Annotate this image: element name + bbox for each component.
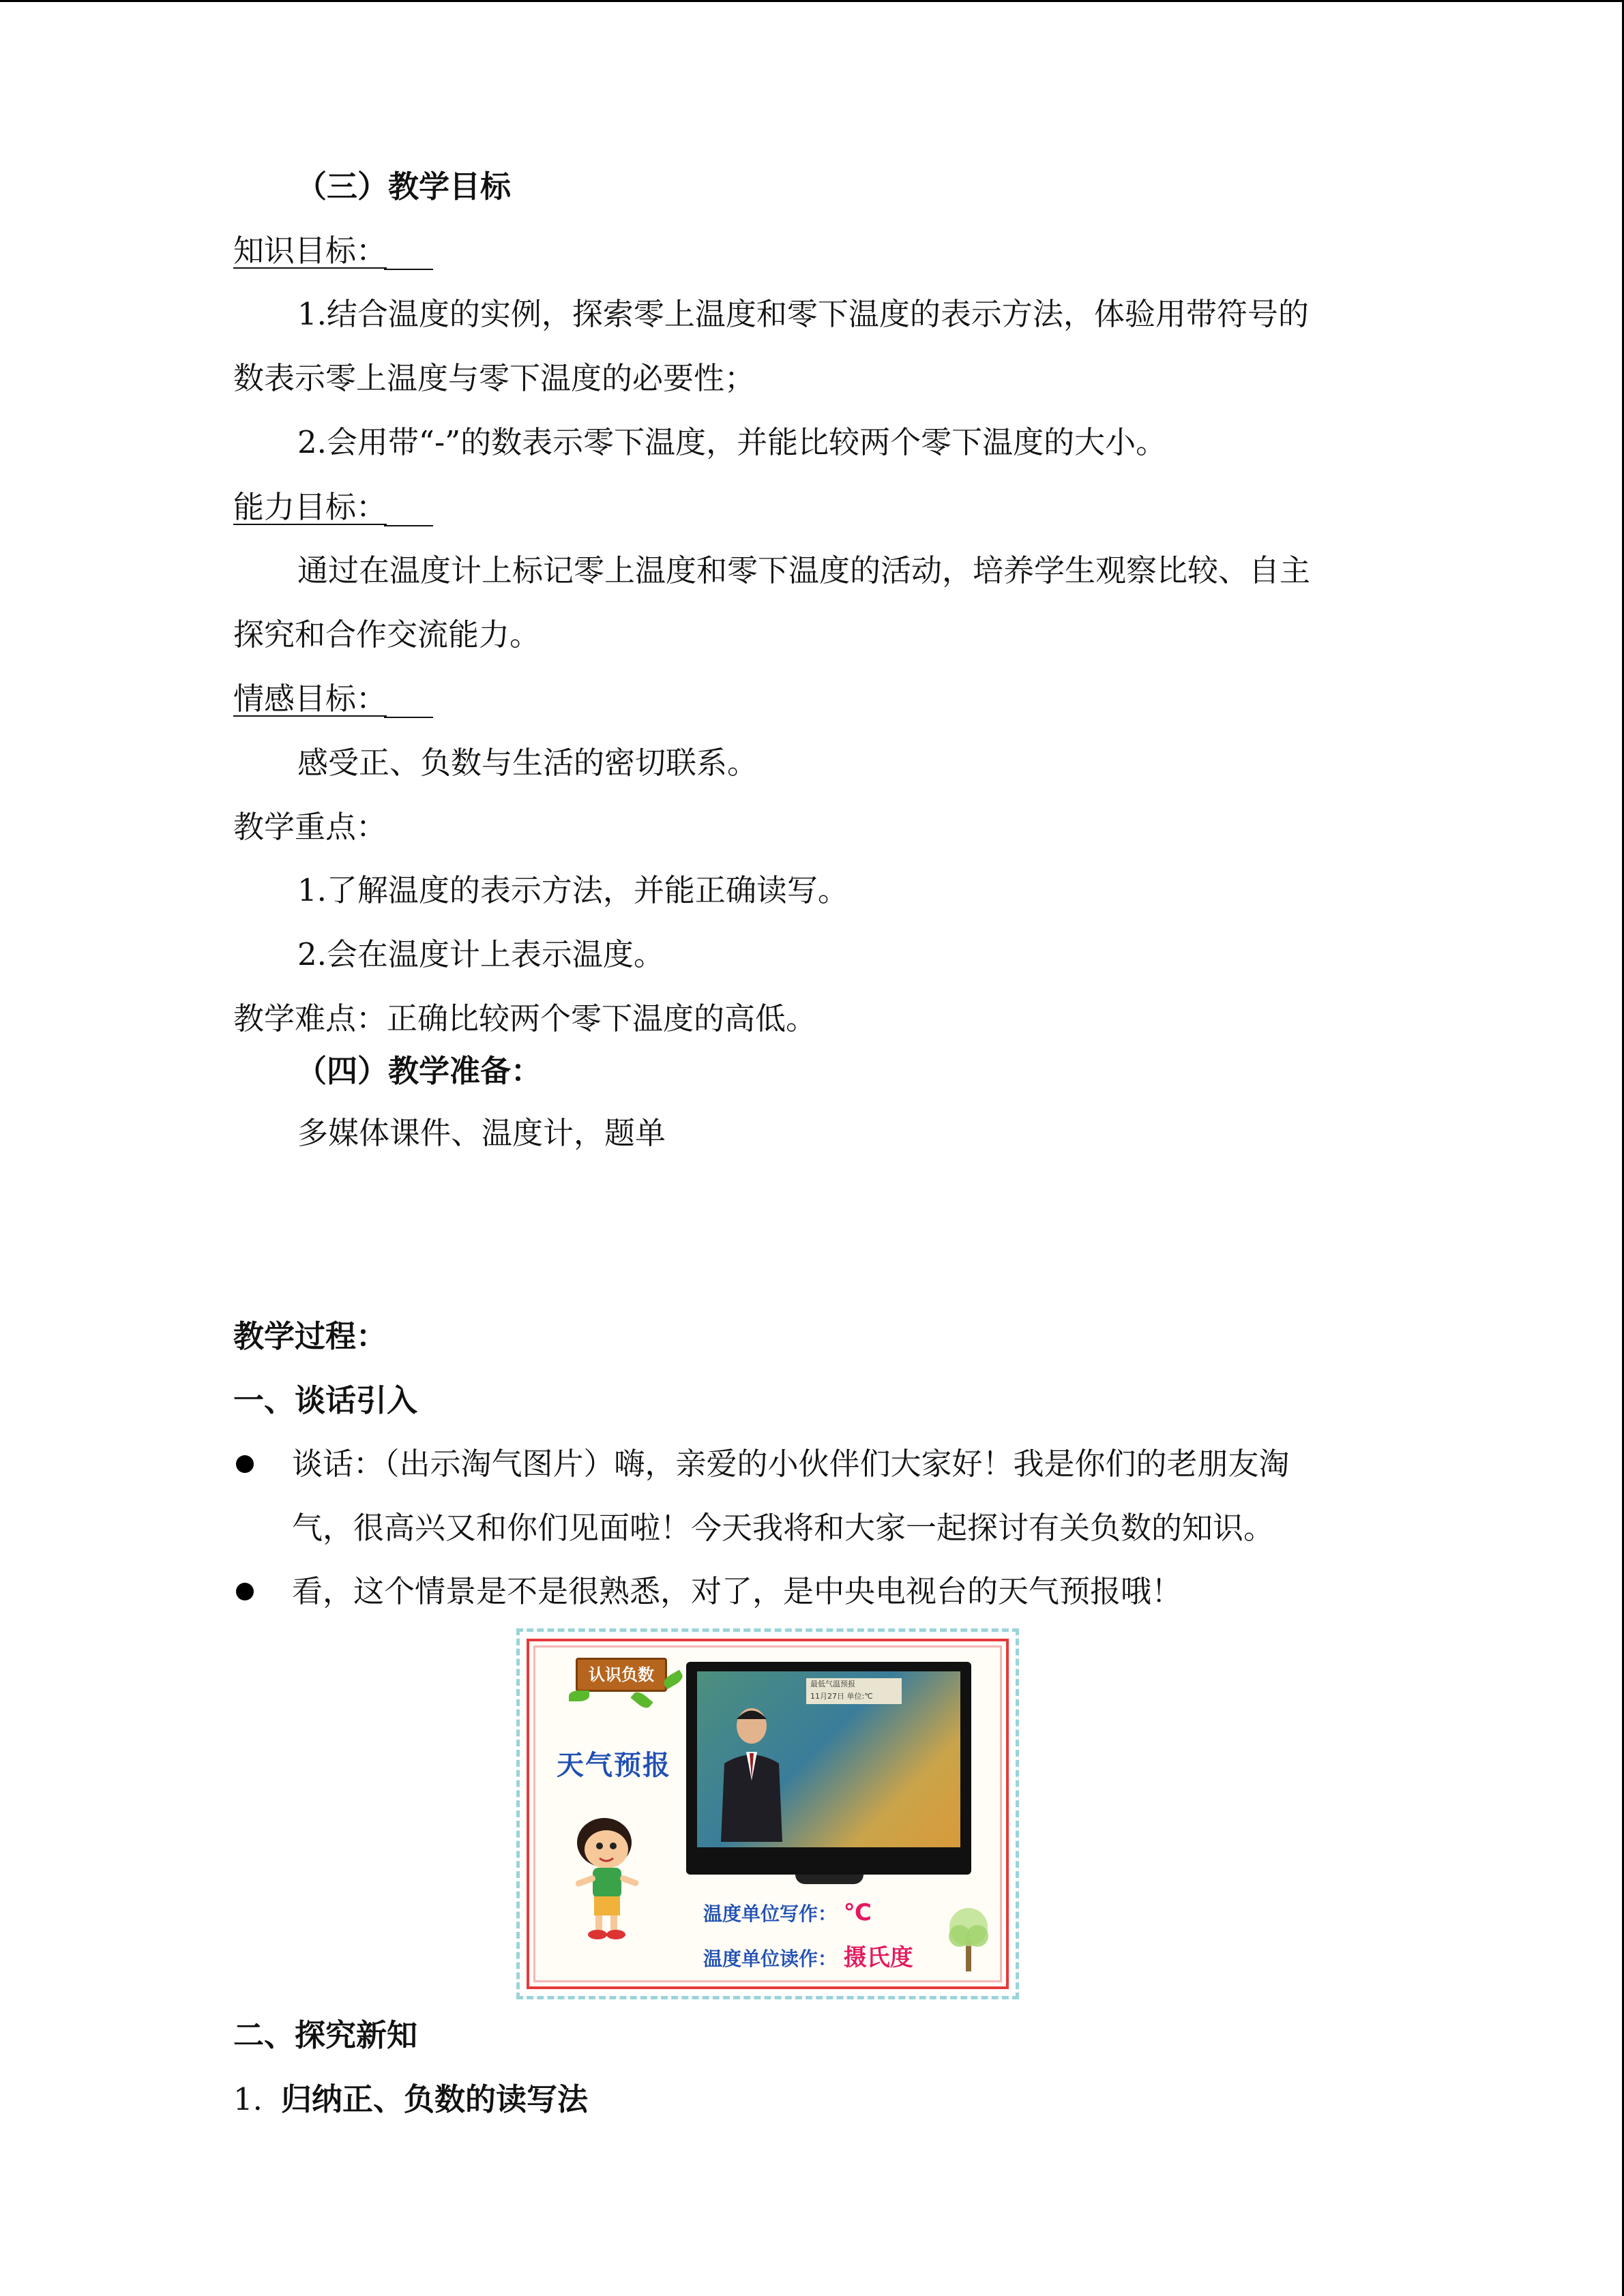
bullet-dot: [236, 1583, 254, 1600]
bullet-dot: [236, 1455, 254, 1473]
tree-decoration: [945, 1903, 992, 1971]
section3-heading: （三）教学目标: [296, 168, 512, 205]
leaf-decoration: [569, 1690, 589, 1701]
unit-read-line: 温度单位读作： 摄氏度: [703, 1944, 913, 1971]
lesson-tag: 认识负数: [576, 1658, 667, 1692]
process-heading: 教学过程：: [233, 1318, 387, 1354]
bullet1-line2: 气，很高兴又和你们见面啦！今天我将和大家一起探讨有关负数的知识。: [292, 1510, 1275, 1546]
bullet1-line1: 谈话：（出示淘气图片）嗨，亲爱的小伙伴们大家好！我是你们的老朋友淘: [292, 1446, 1290, 1482]
ability-goal-line2: 探究和合作交流能力。: [233, 616, 541, 653]
step1-title: 归纳正、负数的读写法: [281, 2081, 589, 2117]
unit-write-line: 温度单位写作： ℃: [703, 1899, 872, 1926]
emotion-goal-label: 情感目标：: [233, 680, 433, 718]
knowledge-goal-2: 2.会用带“-”的数表示零下温度，并能比较两个零下温度的大小。: [297, 424, 1167, 460]
ability-goal-line1: 通过在温度计上标记零上温度和零下温度的活动，培养学生观察比较、自主: [297, 552, 1311, 588]
ability-goal-label: 能力目标：: [233, 488, 433, 526]
weather-forecast-image: [516, 1628, 1019, 1999]
key-point-1: 1.了解温度的表示方法，并能正确读写。: [297, 872, 848, 908]
knowledge-goal-1-line2: 数表示零上温度与零下温度的必要性；: [233, 360, 756, 396]
knowledge-goal-1-line1: 1.结合温度的实例，探索零上温度和零下温度的表示方法，体验用带符号的: [297, 296, 1309, 332]
weather-title: 天气预报: [557, 1749, 671, 1781]
tv-screen-illustration: [686, 1662, 971, 1875]
materials: 多媒体课件、温度计，题单: [297, 1115, 666, 1151]
part1-heading: 一、谈话引入: [233, 1382, 418, 1418]
step1-number: 1.: [233, 2081, 263, 2117]
presenter-figure: [718, 1699, 786, 1842]
forecast-caption: 最低气温预报 11月27日 单位:℃: [806, 1678, 902, 1704]
cartoon-boy-illustration: [567, 1812, 649, 1941]
page-top-border: [0, 0, 1624, 2]
knowledge-goal-label: 知识目标：: [233, 232, 433, 270]
key-points-label: 教学重点：: [233, 809, 387, 845]
difficulty: 教学难点：正确比较两个零下温度的高低。: [233, 1000, 817, 1037]
key-point-2: 2.会在温度计上表示温度。: [297, 936, 664, 972]
bullet2: 看，这个情景是不是很熟悉，对了，是中央电视台的天气预报哦！: [292, 1573, 1183, 1609]
section4-heading: （四）教学准备：: [296, 1053, 542, 1089]
emotion-goal: 感受正、负数与生活的密切联系。: [297, 745, 758, 781]
part2-heading: 二、探究新知: [233, 2017, 418, 2053]
